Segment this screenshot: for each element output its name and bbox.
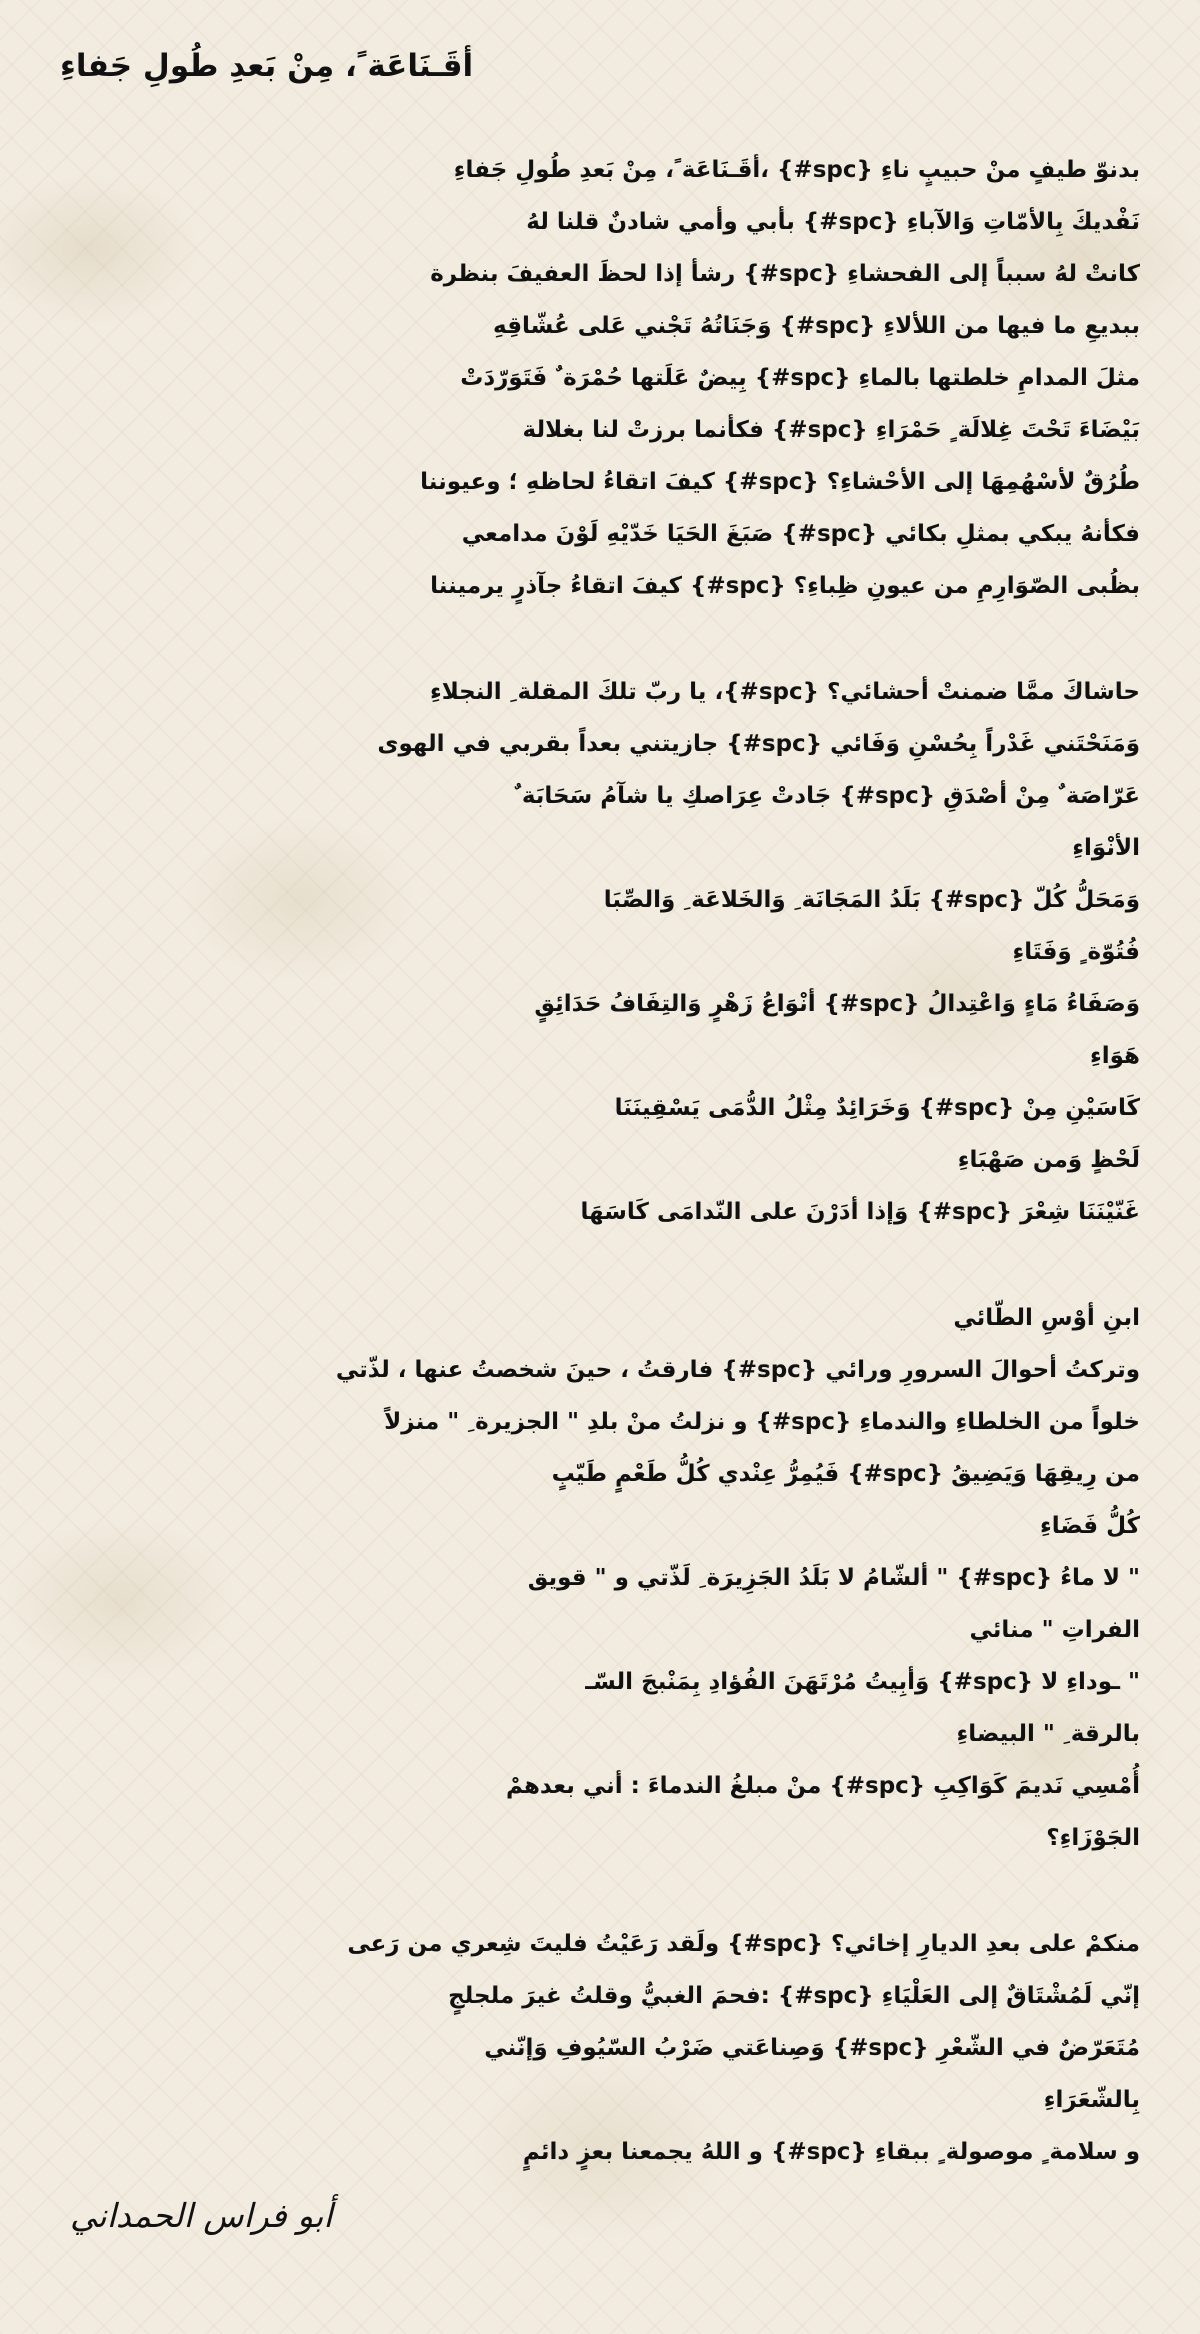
verse-line: كُلُّ فَضَاءِ	[1039, 1513, 1140, 1539]
verse-line: منكمْ على بعدِ الديارِ إخائي؟ {spc#} ولَقد رَعَيْتُ فليتَ شِعري من رَعى	[347, 1931, 1140, 1957]
verse-line: كَاسَيْنِ مِنْ {spc#} وَخَرَائِدٌ مِثْلُ الدُّمَى يَسْقِينَنَا	[614, 1095, 1140, 1121]
verse-line: عَرّاصَة ٌ مِنْ أصْدَقِ {spc#} جَادتْ عِرَاصكِ يا شآمُ سَحَابَة ٌ	[513, 783, 1140, 809]
verse-line: خلواً من الخلطاءِ والندماءِ {spc#} و نزلتُ منْ بلدِ " الجزيرة ِ " منزلاً	[384, 1409, 1140, 1435]
verse-line: غَنّيْنَنَا شِعْرَ {spc#} وَإذا أدَرْنَ على النّدامَى كَاسَهَا	[580, 1199, 1140, 1225]
verse-line: بدنوّ طيفٍ منْ حبيبٍ ناءِ {spc#} ،أقَـنَاعَة ً، مِنْ بَعدِ طُولِ جَفاءِ	[453, 157, 1140, 183]
verse-line: ابنِ أوْسِ الطّائي	[953, 1305, 1140, 1331]
poet-signature: أبو فراس الحمداني	[70, 2196, 333, 2235]
verse-line: مُتَعَرّضٌ في الشّعْرِ {spc#} وَصِناعَتي ضَرْبُ السّيُوفِ وَإنّني	[484, 2035, 1140, 2061]
verse-line: الأنْوَاءِ	[1072, 835, 1140, 861]
verse-line: كانتْ لهُ سبباً إلى الفحشاءِ {spc#} رشأ إذا لحظَ العفيفَ بنظرة	[430, 261, 1140, 287]
verse-line: ببديعِ ما فيها من اللألاءِ {spc#} وَجَنَاتُهُ تَجْني عَلى عُشّاقِهِ	[493, 313, 1140, 339]
verse-line: مثلَ المدامِ خلطتها بالماءِ {spc#} بِيضٌ عَلَتها حُمْرَة ٌ فَتَوَرّدَتْ	[460, 365, 1140, 391]
verse-line: من رِيقِهَا وَيَضِيقُ {spc#} فَيُمِرُّ عِنْدي كُلُّ طَعْمٍ طَيّبٍ	[551, 1461, 1140, 1487]
poem-title: أقَـنَاعَة ً، مِنْ بَعدِ طُولِ جَفاءِ	[60, 48, 474, 84]
verse-line: " ـوداءِ لا {spc#} وَأبِيتُ مُرْتَهَنَ الفُؤادِ بِمَنْبجَ السّـ	[585, 1669, 1140, 1695]
verse-line: " لا ماءُ {spc#} " ألشّامُ لا بَلَدُ الجَزِيرَة ِ لَذّتي و " قويق	[527, 1565, 1140, 1591]
verse-line: وَصَفَاءُ مَاءٍ وَاعْتِدالُ {spc#} أنْوَاعُ زَهْرٍ وَالتِفَافُ حَدَائِقٍ	[534, 991, 1140, 1017]
stanza-2	[60, 666, 1140, 1238]
verse-line: و سلامة ٍ موصولة ٍ ببقاءِ {spc#} و اللهُ يجمعنا بعزٍ دائمٍ	[522, 2139, 1140, 2165]
verse-line: بِالشّعَرَاءِ	[1043, 2087, 1140, 2113]
verse-line: فكأنهُ يبكي بمثلِ بكائي {spc#} صَبَغَ الحَيَا خَدّيْهِ لَوْنَ مدامعي	[461, 521, 1140, 547]
verse-line: حاشاكَ ممَّا ضمنتْ أحشائي؟ {spc#}، يا ربّ تلكَ المقلة ِ النجلاءِ	[429, 679, 1140, 705]
verse-line: وَمَحَلُّ كُلّ {spc#} بَلَدُ المَجَانَة ِ وَالخَلاعَة ِ وَالصِّبَا	[603, 887, 1140, 913]
verse-line: بظُبى الصّوَارِمِ من عيونِ ظِباءِ؟ {spc#} كيفَ اتقاءُ جآذرٍ يرميننا	[430, 573, 1140, 599]
verse-line: أُمْسِي نَديمَ كَوَاكِبِ {spc#} منْ مبلغُ الندماءَ : أني بعدهمْ	[505, 1773, 1140, 1799]
poem-page	[60, 0, 1140, 2334]
stanza-3	[60, 1292, 1140, 1864]
verse-line: طُرُقٌ لأسْهُمِهَا إلى الأحْشاءِ؟ {spc#} كيفَ اتقاءُ لحاظهِ ؛ وعيوننا	[420, 469, 1140, 495]
verse-line: فُتُوّة ٍ وَفَتَاءِ	[1012, 939, 1140, 965]
verse-line: بَيْضَاءَ تَحْتَ غِلالَة ٍ حَمْرَاءِ {spc#} فكأنما برزتْ لنا بغلالة	[522, 417, 1140, 443]
verse-line: وتركتُ أحوالَ السرورِ ورائي {spc#} فارقتُ ، حينَ شخصتُ عنها ، لذّتي	[335, 1357, 1140, 1383]
verse-line: إنّي لَمُشْتَاقٌ إلى العَلْيَاءِ {spc#} :فحمَ الغبيُّ وقلتُ غيرَ ملجلجٍ	[448, 1983, 1140, 2009]
verse-line: الفراتِ " منائي	[969, 1617, 1140, 1643]
verse-line: وَمَنَحْتَني غَدْراً بِحُسْنِ وَفَائي {spc#} جازيتني بعداً بقربي في الهوى	[377, 731, 1140, 757]
verse-line: هَوَاءِ	[1089, 1043, 1140, 1069]
stanza-4	[60, 1918, 1140, 2178]
stanza-1	[60, 144, 1140, 612]
verse-line: نَفْديكَ بِالأمّاتِ وَالآباءِ {spc#} بأبي وأمي شادنٌ قلنا لهُ	[526, 209, 1140, 235]
verse-line: الجَوْزَاءِ؟	[1046, 1825, 1140, 1851]
verse-line: لَحْظٍ وَمن صَهْبَاءِ	[957, 1147, 1140, 1173]
verse-line: بالرقة ِ " البيضاءِ	[956, 1721, 1140, 1747]
